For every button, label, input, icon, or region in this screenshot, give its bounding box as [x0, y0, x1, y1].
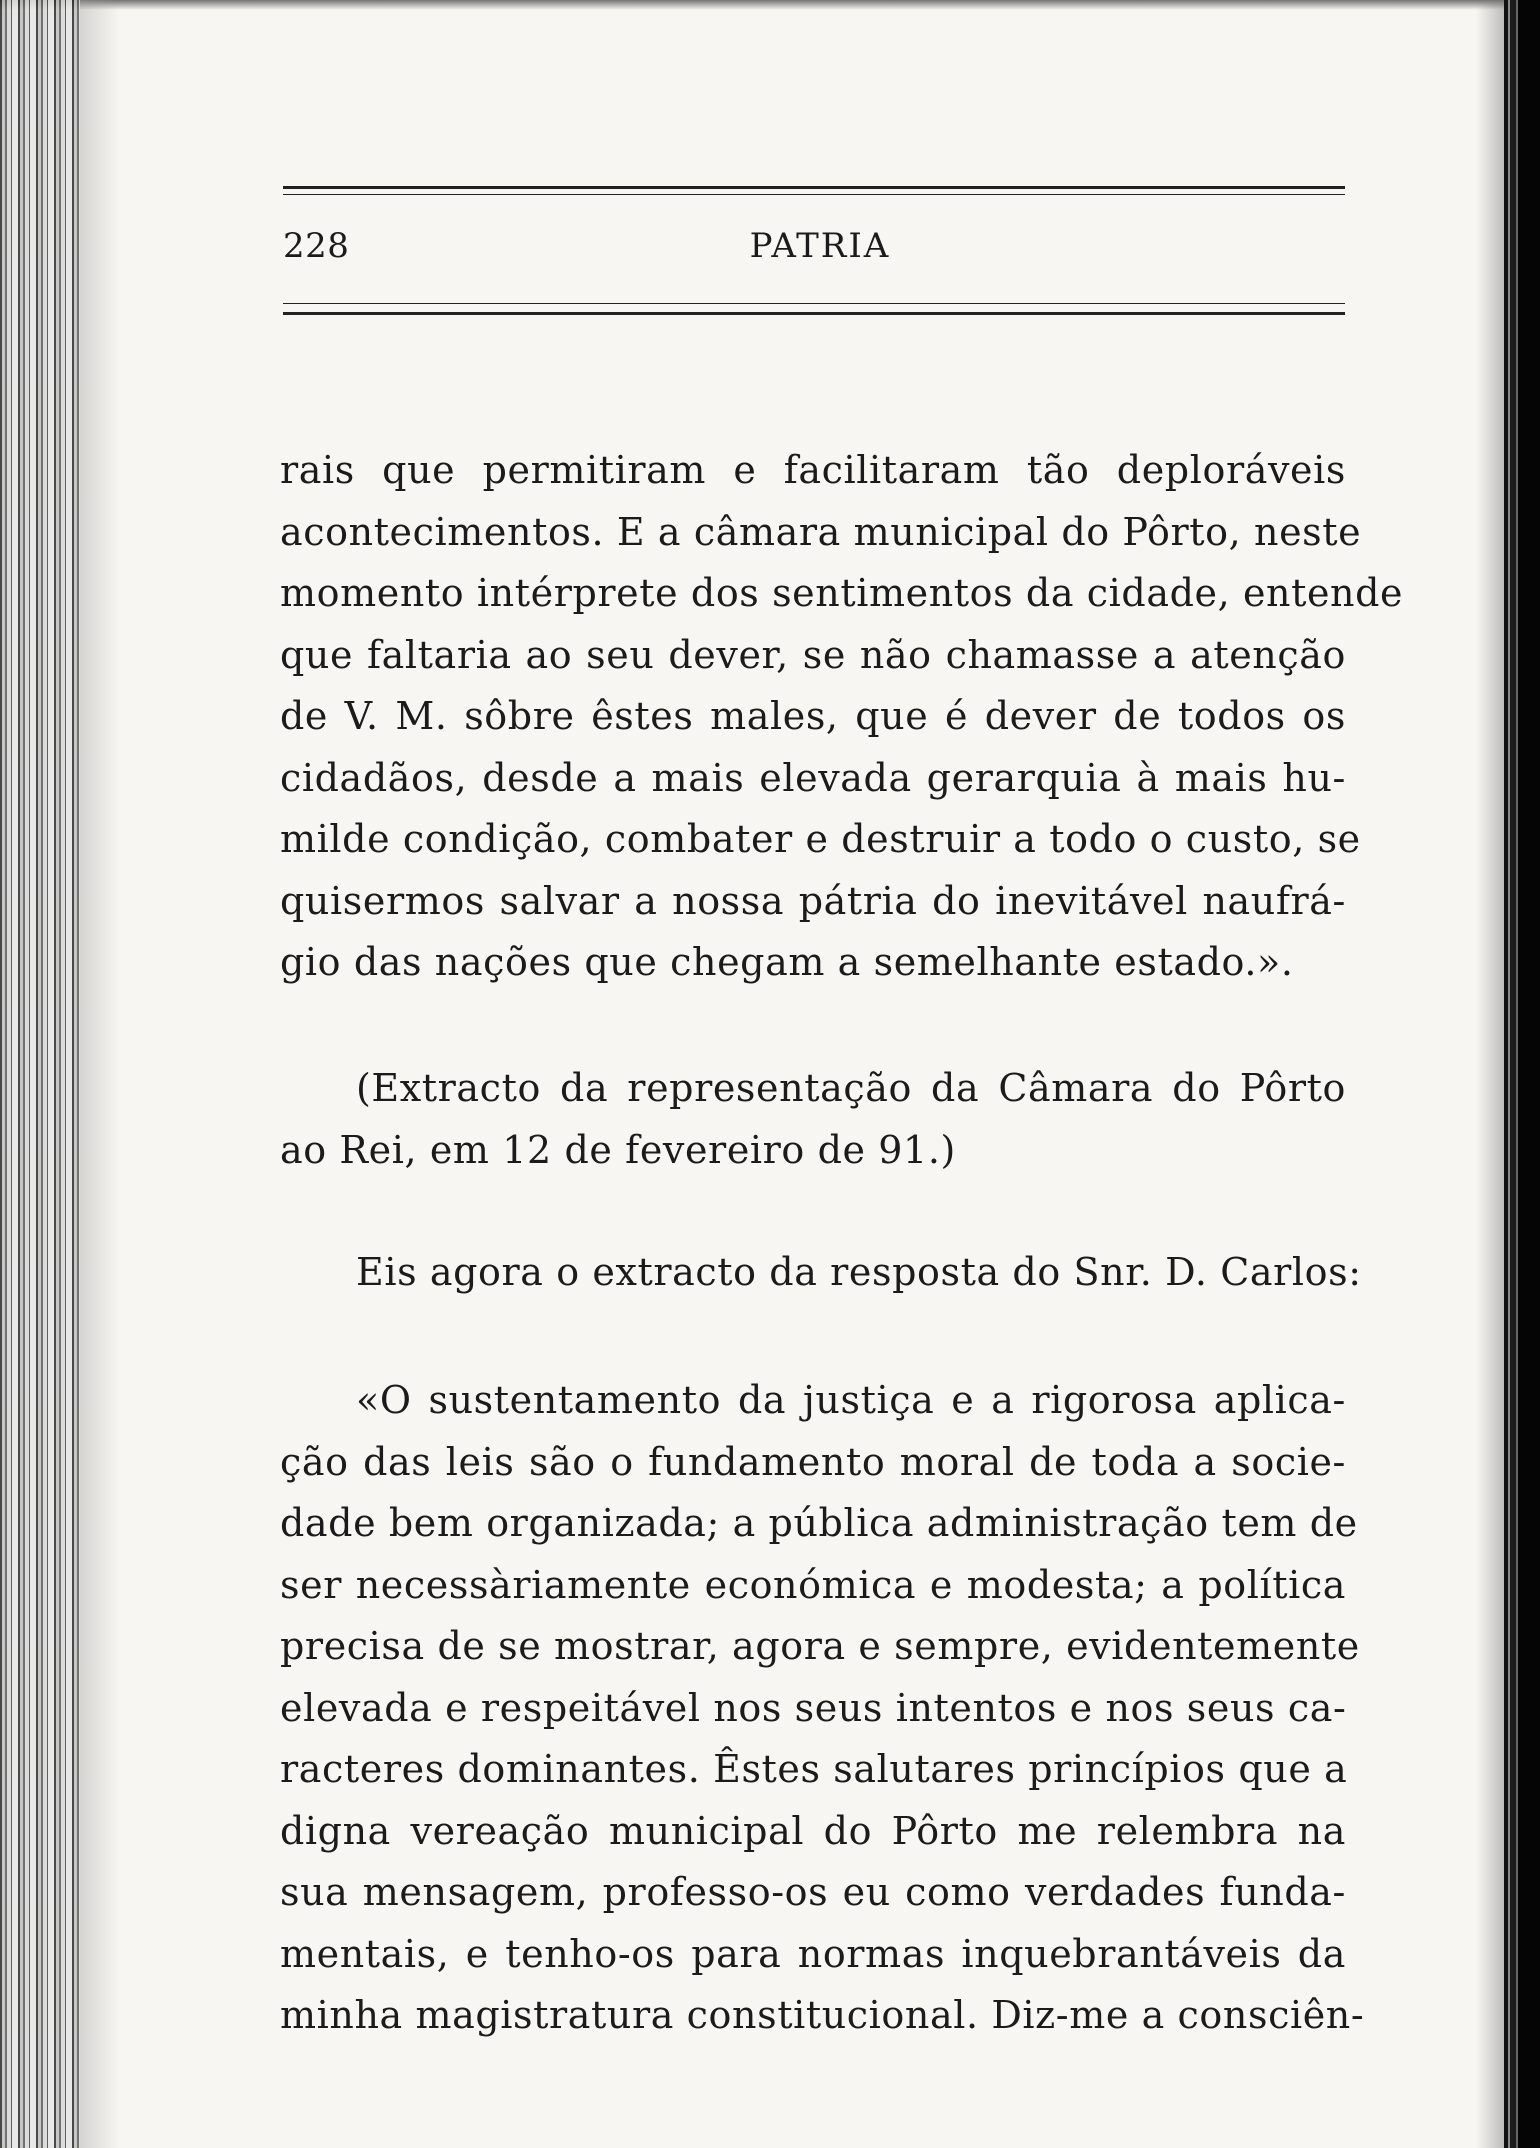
paragraph-source-note: [280, 1058, 1346, 1181]
scan-top-edge: [0, 0, 1540, 10]
text-line: gio das nações que chegam a semelhante estado.».: [280, 940, 1294, 984]
text-line: rais que permitiram e facilitaram tão deploráveis: [280, 448, 1346, 492]
paragraph-intro-reply: [280, 1242, 1362, 1304]
text-line: acontecimentos. E a câmara municipal do Pôrto, neste: [280, 509, 1362, 554]
page-number: 228: [283, 226, 350, 266]
text-line: ção das leis são o fundamento moral de toda a socie-: [280, 1439, 1346, 1484]
text-line: quisermos salvar a nossa pátria do inevitável naufrá-: [280, 878, 1346, 923]
scan-left-edge: [0, 0, 80, 2148]
text-line: ser necessàriamente económica e modesta; a política: [280, 1562, 1346, 1607]
text-line: milde condição, combater e destruir a todo o custo, se: [280, 817, 1361, 861]
text-line: sua mensagem, professo-os eu como verdades funda-: [280, 1870, 1346, 1914]
text-line: momento intérprete dos sentimentos da cidade, entende: [280, 571, 1404, 615]
text-line: que faltaria ao seu dever, se não chamasse a atenção: [280, 632, 1346, 677]
text-line: de V. M. sôbre êstes males, que é dever de todos os: [280, 694, 1346, 738]
text-line: Eis agora o extracto da resposta do Snr. D. Carlos:: [356, 1250, 1362, 1294]
text-line: minha magistratura constitucional. Diz-me a consciên-: [280, 1993, 1365, 2037]
text-line: (Extracto da representação da Câmara do Pôrto: [356, 1066, 1346, 1110]
text-line: «O sustentamento da justiça e a rigorosa aplica-: [356, 1378, 1346, 1422]
text-line: dade bem organizada; a pública administração tem de: [280, 1501, 1358, 1545]
text-line: racteres dominantes. Êstes salutares princípios que a: [280, 1747, 1348, 1791]
header-rule-top-thin: [283, 194, 1345, 195]
scan-right-edge: [1504, 0, 1540, 2148]
header-rule-bottom-thick: [283, 312, 1345, 315]
paragraph-royal-reply: [280, 1370, 1365, 2047]
text-line: cidadãos, desde a mais elevada gerarquia à mais hu-: [280, 755, 1346, 800]
scan-left-shadow: [80, 0, 120, 2148]
text-line: precisa de se mostrar, agora e sempre, evidentemente: [280, 1624, 1360, 1668]
text-line: ao Rei, em 12 de fevereiro de 91.): [280, 1127, 956, 1172]
header-rule-top-thick: [283, 186, 1345, 189]
text-line: mentais, e tenho-os para normas inquebrantáveis da: [280, 1931, 1346, 1976]
paragraph-quote-end: [280, 440, 1404, 994]
text-line: digna vereação municipal do Pôrto me relembra na: [280, 1808, 1346, 1853]
text-line: elevada e respeitável nos seus intentos e nos seus ca-: [280, 1685, 1347, 1730]
header-rule-bottom-thin: [283, 303, 1345, 304]
running-title: PATRIA: [749, 226, 891, 266]
scan-right-shadow: [1476, 0, 1504, 2148]
